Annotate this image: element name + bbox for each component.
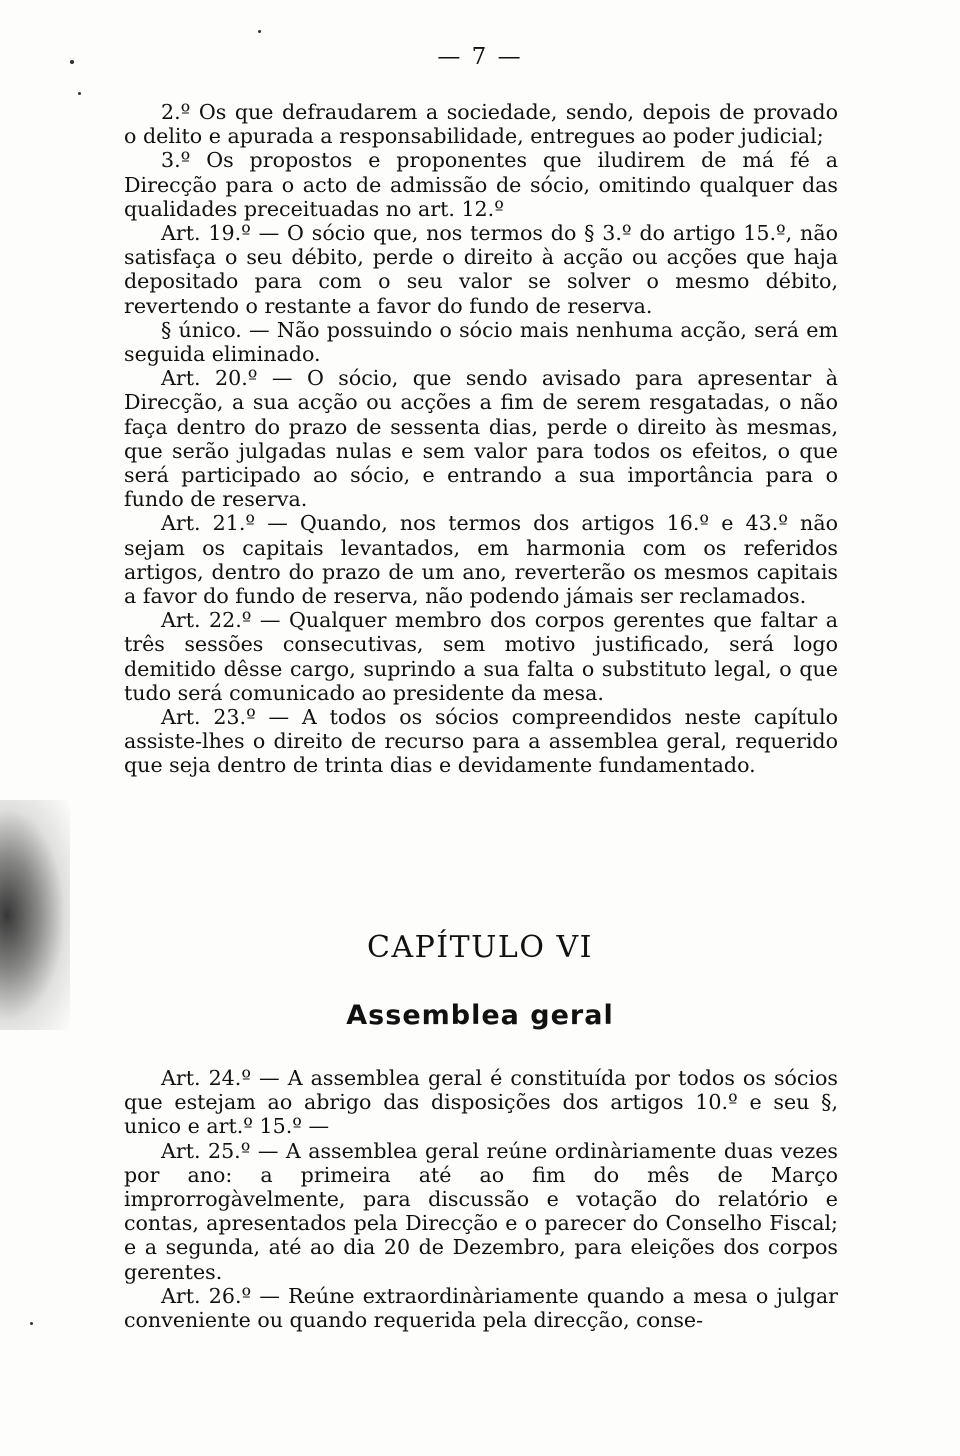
paragraph: Art. 20.º — O sócio, que sendo avisado para apresentar à Direcção, a sua acção ou acções a fim de serem resgatadas, o não faça dentro do prazo de sessenta dias, perde o direito às mesmas, que serão julgadas nulas e sem valor para todos os efeitos, o que será participado ao sócio, e entrando a sua importância para o fundo de reserva.	[124, 366, 838, 512]
paragraph: Art. 26.º — Reúne extraordinàriamente quando a mesa o julgar conveniente ou quando requerida pela direcção, conse-	[124, 1283, 838, 1333]
paragraph: 2.º Os que defraudarem a sociedade, sendo, depois de provado o delito e apurada a responsabilidade, entregues ao poder judicial;	[124, 100, 838, 149]
scan-speck	[30, 1322, 33, 1325]
paragraph: Art. 22.º — Qualquer membro dos corpos gerentes que faltar a três sessões consecutivas, sem motivo justificado, será logo demitido dêsse cargo, suprindo a sua falta o substituto legal, o que tudo será comunicado ao presidente da mesa.	[124, 608, 838, 705]
articles-block-top	[124, 100, 838, 778]
scan-speck	[258, 30, 261, 33]
paragraph: § único. — Não possuindo o sócio mais nenhuma acção, será em seguida eliminado.	[124, 317, 838, 367]
scan-speck	[78, 92, 81, 95]
paragraph: Art. 24.º — A assemblea geral é constituída por todos os sócios que estejam ao abrigo das disposições dos artigos 10.º e seu §, unico e art.º 15.º —	[124, 1066, 838, 1139]
page-number: — 7 —	[437, 44, 523, 70]
paragraph: 3.º Os propostos e proponentes que iludirem de má fé a Direcção para o acto de admissão de sócio, omitindo qualquer das qualidades preceituadas no art. 12.º	[124, 148, 838, 221]
paragraph: Art. 25.º — A assemblea geral reúne ordinàriamente duas vezes por ano: a primeira até ao fim do mês de Março improrrogàvelmente, para discussão e votação do relatório e contas, apresentados pela Direcção e o parecer do Conselho Fiscal; e a segunda, até ao dia 20 de Dezembro, para eleições dos corpos gerentes.	[124, 1138, 838, 1284]
paragraph: Art. 23.º — A todos os sócios compreendidos neste capítulo assiste-lhes o direito de recurso para a assemblea geral, requerido que seja dentro de trinta dias e devidamente fundamentado.	[124, 705, 838, 778]
chapter-title: CAPÍTULO VI	[366, 930, 594, 965]
articles-block-bottom	[124, 1066, 838, 1332]
section-title: Assemblea geral	[346, 1000, 614, 1031]
paragraph: Art. 19.º — O sócio que, nos termos do § 3.º do artigo 15.º, não satisfaça o seu débito, perde o direito à acção ou acções que haja depositado para com o seu valor se solver o mesmo débito, revertendo o restante a favor do fundo de reserva.	[124, 221, 838, 318]
paragraph: Art. 21.º — Quando, nos termos dos artigos 16.º e 43.º não sejam os capitais levantados, em harmonia com os referidos artigos, dentro do prazo de um ano, reverterão os mesmos capitais a favor do fundo de reserva, não podendo jámais ser reclamados.	[124, 511, 838, 609]
scan-smudge	[0, 800, 70, 1030]
